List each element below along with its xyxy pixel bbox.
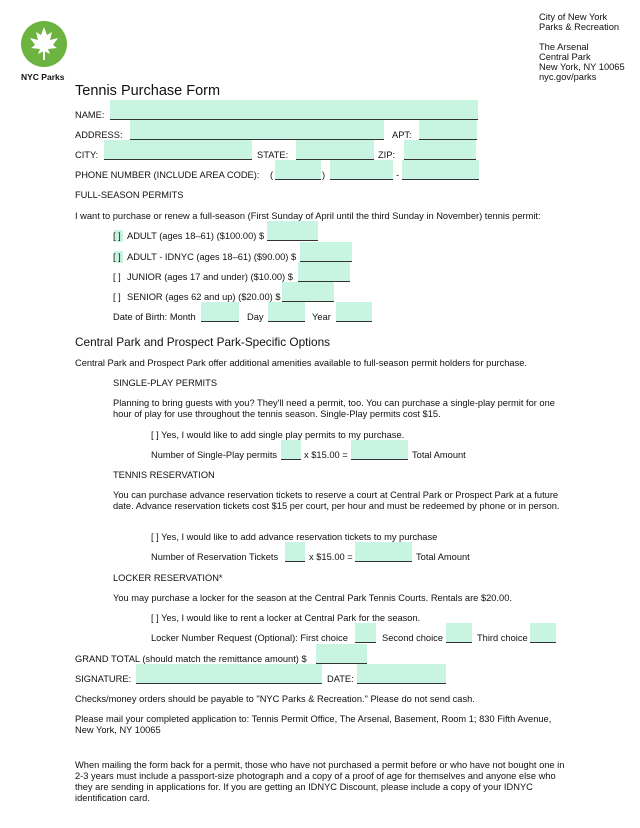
locker-request-label: Locker Number Request (Optional): First choice — [151, 633, 348, 643]
signature-field[interactable] — [136, 664, 322, 684]
adult-option-label: ADULT (ages 18–61) ($100.00) $ — [127, 231, 265, 241]
phone-label: PHONE NUMBER (INCLUDE AREA CODE): — [75, 170, 260, 180]
photo-requirement-note: When mailing the form back for a permit, those who have not purchased a permit before or who have not bought one in 2-3 years must include a passport-size photograph and a copy of a proof of age for themselves and anyone else who they are sending in applications for. If you are getting an IDNYC Discount, please include a copy of your IDNYC identification card. — [75, 760, 565, 803]
reservation-heading: TENNIS RESERVATION — [113, 470, 215, 480]
single-play-number-label: Number of Single-Play permits — [151, 450, 278, 460]
idnyc-option-label: ADULT - IDNYC (ages 18–61) ($90.00) $ — [127, 252, 297, 262]
date-label: DATE: — [327, 674, 354, 684]
full-season-heading: FULL-SEASON PERMITS — [75, 190, 184, 200]
header-address-line: New York, NY 10065 — [539, 62, 625, 72]
specific-options-heading: Central Park and Prospect Park-Specific Options — [75, 335, 331, 349]
reservation-number-field[interactable] — [285, 542, 305, 562]
single-play-checkbox[interactable]: [ ] Yes, I would like to add single play permits to my purchase. — [151, 430, 405, 440]
state-label: STATE: — [257, 150, 289, 160]
locker-second-choice-field[interactable] — [446, 623, 472, 643]
grand-total-label: GRAND TOTAL (should match the remittance amount) $ — [75, 654, 307, 664]
locker-text: You may purchase a locker for the season at the Central Park Tennis Courts. Rentals are $20.00. — [113, 593, 512, 603]
zip-field[interactable] — [404, 140, 476, 160]
dob-day-label: Day — [247, 312, 264, 322]
senior-checkbox[interactable]: [ ] — [113, 292, 121, 302]
locker-checkbox[interactable]: [ ] Yes, I would like to rent a locker at Central Park for the season. — [151, 613, 421, 623]
reservation-text: You can purchase advance reservation tickets to reserve a court at Central Park or Prospect Park at a future date. Advance reservation tickets cost $15 per court, per hour and must be redeemed by phone or in person. — [113, 490, 560, 511]
single-play-total-label: Total Amount — [412, 450, 466, 460]
phone-line-field[interactable] — [402, 160, 479, 180]
reservation-number-label: Number of Reservation Tickets — [151, 552, 279, 562]
single-play-total-field[interactable] — [351, 440, 408, 460]
dob-month-field[interactable] — [201, 302, 239, 322]
single-play-number-field[interactable] — [281, 440, 301, 460]
reservation-total-label: Total Amount — [416, 552, 470, 562]
header-address-line: nyc.gov/parks — [539, 72, 597, 82]
nyc-parks-leaf-logo-icon — [20, 20, 68, 68]
address-label: ADDRESS: — [75, 130, 123, 140]
idnyc-checkbox[interactable]: [ ] — [113, 252, 121, 262]
senior-amount-field[interactable] — [282, 282, 334, 302]
phone-close-paren: ) — [322, 170, 326, 180]
dob-year-field[interactable] — [336, 302, 372, 322]
single-play-text: Planning to bring guests with you? They'll need a permit, too. You can purchase a single-play permit for one hour of play for use throughout the tennis season. Single-Play permits cost $15. — [113, 398, 555, 419]
junior-checkbox[interactable]: [ ] — [113, 272, 121, 282]
locker-first-choice-field[interactable] — [355, 623, 376, 643]
idnyc-amount-field[interactable] — [300, 242, 352, 262]
signature-label: SIGNATURE: — [75, 674, 132, 684]
reservation-multiplier: x $15.00 = — [309, 552, 353, 562]
zip-label: ZIP: — [378, 150, 396, 160]
locker-heading: LOCKER RESERVATION* — [113, 573, 223, 583]
phone-area-code-field[interactable] — [275, 160, 321, 180]
mail-note: Please mail your completed application to: Tennis Permit Office, The Arsenal, Basement, Room 1; 830 Fifth Avenue, New York, NY 10065 — [75, 714, 552, 735]
header-address-line: Central Park — [539, 52, 591, 62]
junior-option-label: JUNIOR (ages 17 and under) ($10.00) $ — [127, 272, 293, 282]
adult-amount-field[interactable] — [267, 221, 318, 241]
apt-field[interactable] — [419, 120, 477, 140]
adult-checkbox[interactable]: [ ] — [113, 231, 121, 241]
dob-year-label: Year — [312, 312, 331, 322]
single-play-multiplier: x $15.00 = — [304, 450, 348, 460]
dob-day-field[interactable] — [268, 302, 305, 322]
dob-month-label: Date of Birth: Month — [113, 312, 196, 322]
phone-dash: - — [396, 170, 400, 180]
locker-second-label: Second choice — [382, 633, 443, 643]
reservation-total-field[interactable] — [355, 542, 412, 562]
city-label: CITY: — [75, 150, 99, 160]
locker-third-label: Third choice — [477, 633, 528, 643]
single-play-heading: SINGLE-PLAY PERMITS — [113, 378, 218, 388]
header-address-line: City of New York — [539, 12, 608, 22]
grand-total-field[interactable] — [316, 644, 367, 664]
junior-amount-field[interactable] — [298, 262, 350, 282]
date-field[interactable] — [357, 664, 446, 684]
address-field[interactable] — [130, 120, 384, 140]
city-field[interactable] — [104, 140, 252, 160]
header-address-line: Parks & Recreation — [539, 22, 620, 32]
name-label: NAME: — [75, 110, 105, 120]
logo-text: NYC Parks — [21, 72, 65, 82]
page-title: Tennis Purchase Form — [75, 83, 221, 99]
phone-open-paren: ( — [270, 170, 274, 180]
state-field[interactable] — [296, 140, 374, 160]
phone-prefix-field[interactable] — [330, 160, 393, 180]
specific-intro: Central Park and Prospect Park offer additional amenities available to full-season permit holders for purchase. — [75, 358, 527, 368]
senior-option-label: SENIOR (ages 62 and up) ($20.00) $ — [127, 292, 281, 302]
name-field[interactable] — [110, 100, 478, 120]
locker-third-choice-field[interactable] — [530, 623, 556, 643]
reservation-checkbox[interactable]: [ ] Yes, I would like to add advance reservation tickets to my purchase — [151, 532, 438, 542]
apt-label: APT: — [392, 130, 412, 140]
full-season-intro: I want to purchase or renew a full-season (First Sunday of April until the third Sunday in November) tennis permit: — [75, 211, 541, 221]
payable-note: Checks/money orders should be payable to "NYC Parks & Recreation." Please do not send cash. — [75, 694, 475, 704]
header-address-line: The Arsenal — [539, 42, 589, 52]
